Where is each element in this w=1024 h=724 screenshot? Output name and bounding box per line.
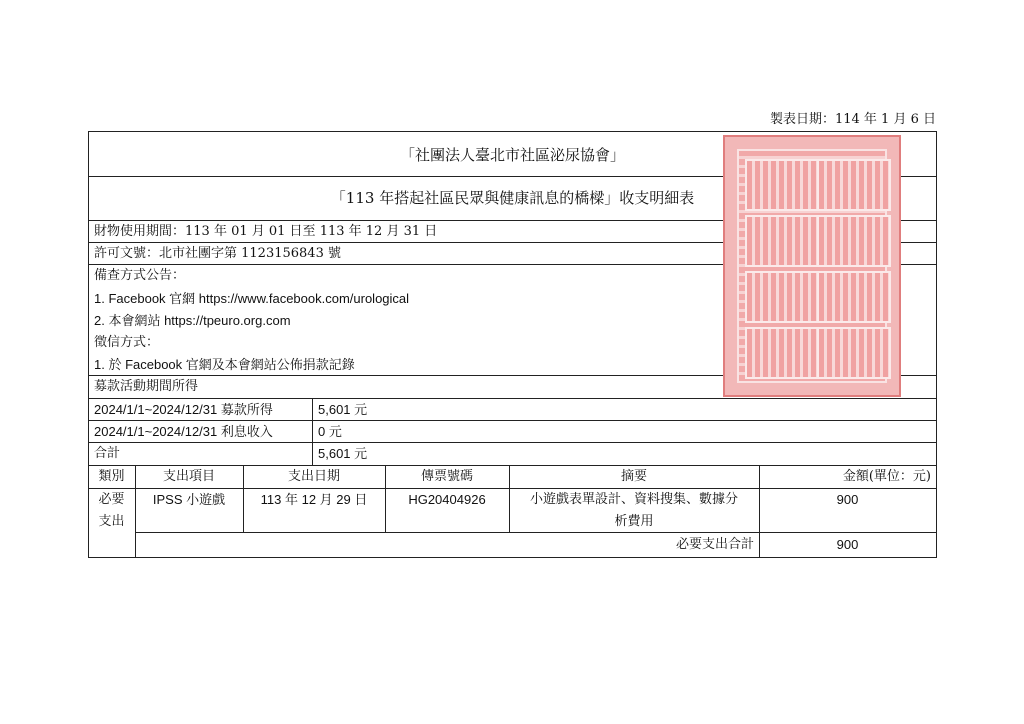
report-title: 「113 年搭起社區民眾與健康訊息的橋樑」收支明細表 [330, 189, 695, 207]
notice-heading: 備查方式公告： [94, 268, 186, 283]
seal-glyph [817, 215, 891, 267]
seal-glyph [745, 327, 819, 379]
expense-voucher: HG20404926 [408, 492, 486, 507]
expense-item: IPSS 小遊戲 [152, 492, 226, 507]
seal-glyph [745, 215, 819, 267]
notice-website: 2. 本會網站 https://tpeuro.org.com [94, 313, 291, 328]
header-voucher: 傳票號碼 [420, 469, 473, 484]
subtotal-amount: 900 [836, 537, 859, 552]
expense-summary-line1: 小遊戲表單設計、資料搜集、數據分 [529, 492, 738, 507]
expense-date: 113 年 12 月 29 日 [260, 492, 368, 507]
divider [88, 442, 937, 443]
divider [88, 488, 937, 489]
header-summary: 摘要 [620, 469, 647, 484]
fund-heading: 募款活動期間所得 [94, 379, 199, 394]
category-line1: 必要 [98, 492, 125, 507]
header-amount: 金額(單位：元) [842, 469, 931, 484]
seal-inner [737, 149, 887, 383]
income-value: 5,601 元 [318, 402, 368, 417]
divider [88, 465, 937, 466]
income-total-label: 合計 [94, 446, 121, 461]
table-border-bottom [88, 557, 937, 558]
report-date: 製表日期：114 年 1 月 6 日 [769, 112, 936, 127]
header-category: 類別 [98, 469, 125, 484]
permit-number: 許可文號：北市社團字第 1123156843 號 [94, 246, 341, 261]
divider [88, 420, 937, 421]
seal-glyph [817, 271, 891, 323]
credit-method: 1. 於 Facebook 官網及本會網站公佈捐款記錄 [94, 357, 355, 372]
header-item: 支出項目 [162, 469, 215, 484]
table-border-top [88, 131, 937, 132]
income-label: 2024/1/1~2024/12/31 利息收入 [94, 424, 273, 439]
income-label: 2024/1/1~2024/12/31 募款所得 [94, 402, 273, 417]
organization-seal [723, 135, 901, 397]
category-line2: 支出 [98, 514, 125, 529]
divider [135, 532, 937, 533]
seal-glyph [817, 327, 891, 379]
income-total-value: 5,601 元 [318, 446, 368, 461]
subtotal-label: 必要支出合計 [675, 537, 754, 552]
organization-title: 「社團法人臺北市社區泌尿協會」 [399, 146, 625, 164]
divider [312, 398, 313, 465]
credit-heading: 徵信方式： [94, 335, 160, 350]
usage-period: 財物使用期間：113 年 01 月 01 日至 113 年 12 月 31 日 [94, 224, 438, 239]
expense-summary-line2: 析費用 [614, 514, 654, 529]
expense-amount: 900 [836, 492, 859, 507]
header-date: 支出日期 [287, 469, 340, 484]
seal-glyph [745, 271, 819, 323]
divider [88, 398, 937, 399]
income-value: 0 元 [318, 424, 342, 439]
notice-facebook: 1. Facebook 官網 https://www.facebook.com/urological [94, 291, 410, 306]
